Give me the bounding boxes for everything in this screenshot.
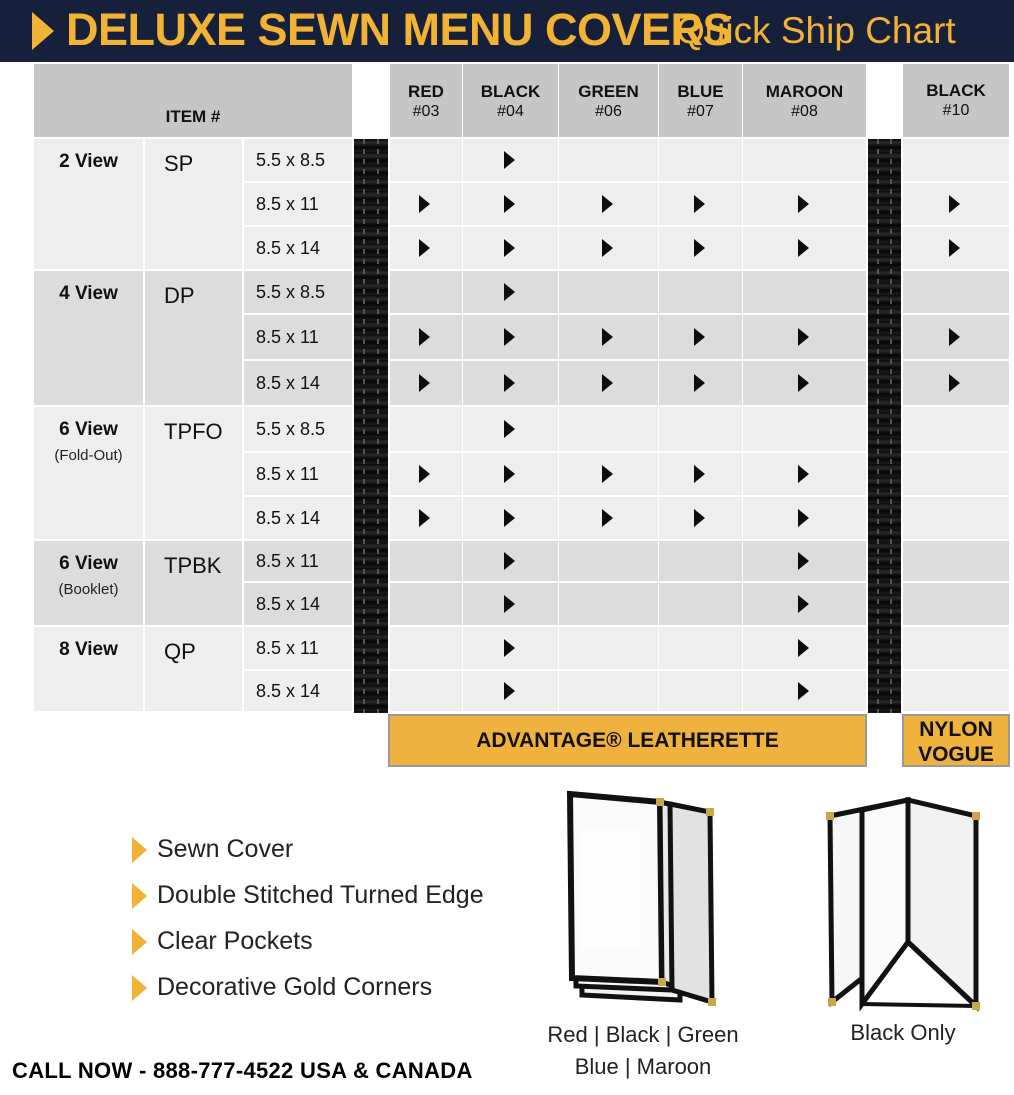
availability-cell [743,183,866,225]
in-stock-arrow-icon [798,374,809,392]
color-code: #08 [791,103,818,120]
in-stock-arrow-icon [798,509,809,527]
availability-cell [659,671,742,711]
availability-cell [743,139,866,181]
in-stock-arrow-icon [504,283,515,301]
in-stock-arrow-icon [602,195,613,213]
availability-cell [559,453,658,495]
in-stock-arrow-icon [798,465,809,483]
in-stock-arrow-icon [798,552,809,570]
trifold-menu-cover-image [822,792,987,1012]
in-stock-arrow-icon [694,465,705,483]
in-stock-arrow-icon [694,239,705,257]
feature-label: Clear Pockets [157,927,313,955]
item-code-label: TPBK [164,553,222,578]
caption-left-line1: Red | Black | Green [547,1022,739,1047]
availability-cell [463,671,558,711]
in-stock-arrow-icon [602,328,613,346]
item-code-cell [145,407,242,539]
material-banner-leatherette [388,714,867,767]
size-cell [244,453,352,495]
stitched-edge-image [868,139,901,713]
size-label: 8.5 x 11 [256,327,319,347]
availability-cell [659,453,742,495]
view-label: 2 View [59,151,118,172]
availability-cell [659,271,742,313]
availability-cell [463,583,558,625]
availability-cell [659,315,742,359]
size-label: 5.5 x 8.5 [256,419,326,439]
availability-cell [390,271,462,313]
in-stock-arrow-icon [419,239,430,257]
booklet-menu-cover-image [560,790,725,1015]
in-stock-arrow-icon [798,682,809,700]
size-label: 8.5 x 14 [256,681,321,701]
size-label: 8.5 x 14 [256,594,321,614]
in-stock-arrow-icon [504,195,515,213]
nylon-availability-cell [903,453,1009,495]
in-stock-arrow-icon [798,595,809,613]
in-stock-arrow-icon [419,328,430,346]
caption-left-line2: Blue | Maroon [574,1054,712,1079]
availability-cell [659,407,742,451]
availability-cell [659,497,742,539]
color-code: #10 [942,102,970,119]
availability-cell [463,139,558,181]
material-leatherette-label: ADVANTAGE® LEATHERETTE [476,729,779,752]
availability-cell [463,271,558,313]
view-label: 4 View [59,283,118,304]
size-label: 8.5 x 14 [256,373,321,393]
availability-cell [743,227,866,269]
color-header-cell [559,64,658,137]
in-stock-arrow-icon [419,465,430,483]
availability-cell [659,627,742,669]
availability-cell [559,139,658,181]
color-name: BLUE [677,82,724,101]
availability-cell [390,315,462,359]
view-label: 6 View [59,553,118,574]
in-stock-arrow-icon [504,465,515,483]
availability-cell [390,671,462,711]
in-stock-arrow-icon [504,151,515,169]
size-cell [244,541,352,581]
in-stock-arrow-icon [504,595,515,613]
bullet-arrow-icon [132,837,147,863]
availability-cell [463,453,558,495]
bullet-arrow-icon [132,975,147,1001]
nylon-availability-cell [903,541,1009,581]
size-label: 5.5 x 8.5 [256,282,326,302]
availability-cell [559,183,658,225]
call-now-text: CALL NOW - 888-777-4522 USA & CANADA [12,1058,473,1083]
in-stock-arrow-icon [949,374,960,392]
header-bar [0,0,1014,62]
feature-item [132,835,293,864]
nylon-availability-cell [903,227,1009,269]
in-stock-arrow-icon [419,374,430,392]
in-stock-arrow-icon [419,195,430,213]
availability-cell [390,139,462,181]
color-name: BLACK [926,81,986,100]
view-cell [34,541,143,625]
in-stock-arrow-icon [419,509,430,527]
in-stock-arrow-icon [798,639,809,657]
nylon-availability-cell [903,139,1009,181]
feature-item [132,973,432,1002]
caption-left [540,1022,746,1080]
in-stock-arrow-icon [949,239,960,257]
in-stock-arrow-icon [504,639,515,657]
availability-cell [390,541,462,581]
item-code-label: SP [164,151,194,176]
item-header-cell [34,64,352,137]
color-code: #04 [497,103,524,120]
feature-item [132,881,484,910]
size-cell [244,671,352,711]
availability-cell [390,227,462,269]
availability-cell [743,271,866,313]
nylon-availability-cell [903,315,1009,359]
in-stock-arrow-icon [504,239,515,257]
availability-cell [659,183,742,225]
availability-cell [559,583,658,625]
availability-cell [390,497,462,539]
bullet-arrow-icon [132,883,147,909]
availability-cell [743,407,866,451]
availability-cell [743,541,866,581]
nylon-availability-cell [903,627,1009,669]
item-header-label: ITEM # [165,107,221,126]
availability-cell [463,497,558,539]
in-stock-arrow-icon [694,509,705,527]
in-stock-arrow-icon [504,374,515,392]
size-cell [244,315,352,359]
availability-cell [559,227,658,269]
availability-cell [559,541,658,581]
size-cell [244,139,352,181]
item-code-label: DP [164,283,195,308]
size-label: 8.5 x 11 [256,194,319,214]
feature-label: Decorative Gold Corners [157,973,433,1001]
size-cell [244,583,352,625]
availability-cell [659,361,742,405]
size-cell [244,361,352,405]
color-name: RED [408,82,444,101]
nylon-availability-cell [903,497,1009,539]
size-label: 8.5 x 11 [256,464,319,484]
stitched-edge-image [354,139,388,713]
availability-cell [659,227,742,269]
availability-cell [390,583,462,625]
bullet-arrow-icon [132,929,147,955]
availability-cell [463,183,558,225]
view-label: 6 View [59,419,118,440]
in-stock-arrow-icon [694,328,705,346]
availability-cell [743,315,866,359]
in-stock-arrow-icon [504,328,515,346]
availability-cell [743,361,866,405]
view-note: (Fold-Out) [54,447,123,464]
view-cell [34,271,143,405]
availability-cell [559,361,658,405]
availability-cell [559,627,658,669]
size-cell [244,497,352,539]
availability-cell [659,583,742,625]
size-cell [244,407,352,451]
in-stock-arrow-icon [504,509,515,527]
size-label: 8.5 x 14 [256,238,321,258]
in-stock-arrow-icon [949,195,960,213]
feature-label: Sewn Cover [157,835,294,863]
availability-cell [390,627,462,669]
availability-cell [559,315,658,359]
in-stock-arrow-icon [504,552,515,570]
in-stock-arrow-icon [504,420,515,438]
availability-cell [463,315,558,359]
in-stock-arrow-icon [798,328,809,346]
availability-cell [463,227,558,269]
page-subtitle: Quick Ship Chart [676,10,956,51]
size-label: 8.5 x 14 [256,508,321,528]
availability-cell [743,583,866,625]
availability-cell [743,627,866,669]
in-stock-arrow-icon [798,195,809,213]
availability-cell [559,407,658,451]
availability-cell [743,453,866,495]
in-stock-arrow-icon [602,374,613,392]
item-code-cell [145,271,242,405]
color-header-cell [463,64,558,137]
view-cell [34,139,143,269]
availability-cell [390,407,462,451]
availability-cell [463,541,558,581]
color-code: #07 [687,103,714,120]
feature-item [132,927,313,956]
in-stock-arrow-icon [602,239,613,257]
availability-cell [463,407,558,451]
item-code-label: TPFO [164,419,223,444]
nylon-availability-cell [903,183,1009,225]
color-header-cell [390,64,462,137]
item-code-cell [145,139,242,269]
availability-cell [559,497,658,539]
view-cell [34,407,143,539]
size-label: 8.5 x 11 [256,638,319,658]
color-name: MAROON [765,82,844,101]
availability-cell [390,453,462,495]
availability-cell [559,671,658,711]
nylon-availability-cell [903,271,1009,313]
availability-cell [559,271,658,313]
material-nylon-line2: VOGUE [918,743,994,766]
item-code-cell [145,541,242,625]
material-nylon-line1: NYLON [919,718,993,741]
size-cell [244,183,352,225]
nylon-availability-cell [903,671,1009,711]
item-code-label: QP [164,639,196,664]
material-banner-nylon [902,714,1010,767]
in-stock-arrow-icon [602,465,613,483]
size-cell [244,627,352,669]
color-name: BLACK [480,82,541,101]
availability-cell [390,361,462,405]
availability-cell [659,541,742,581]
header-arrow-icon [32,12,54,50]
view-label: 8 View [59,639,118,660]
nylon-availability-cell [903,361,1009,405]
in-stock-arrow-icon [694,195,705,213]
color-header-cell [659,64,742,137]
size-cell [244,271,352,313]
in-stock-arrow-icon [504,682,515,700]
size-label: 5.5 x 8.5 [256,150,326,170]
availability-cell [390,183,462,225]
size-label: 8.5 x 11 [256,551,319,571]
color-code: #06 [595,103,622,120]
item-code-cell [145,627,242,711]
in-stock-arrow-icon [949,328,960,346]
availability-cell [463,361,558,405]
nylon-color-header-cell [903,64,1009,137]
view-cell [34,627,143,711]
color-header-cell [743,64,866,137]
availability-cell [743,671,866,711]
availability-cell [659,139,742,181]
size-cell [244,227,352,269]
availability-cell [743,497,866,539]
availability-cell [463,627,558,669]
view-note: (Booklet) [58,581,119,598]
in-stock-arrow-icon [798,239,809,257]
in-stock-arrow-icon [602,509,613,527]
nylon-availability-cell [903,583,1009,625]
color-name: GREEN [578,82,639,101]
page-title: DELUXE SEWN MENU COVERS [66,4,733,55]
in-stock-arrow-icon [694,374,705,392]
caption-right: Black Only [850,1020,956,1045]
feature-label: Double Stitched Turned Edge [157,881,484,909]
nylon-availability-cell [903,407,1009,451]
color-code: #03 [412,103,440,120]
